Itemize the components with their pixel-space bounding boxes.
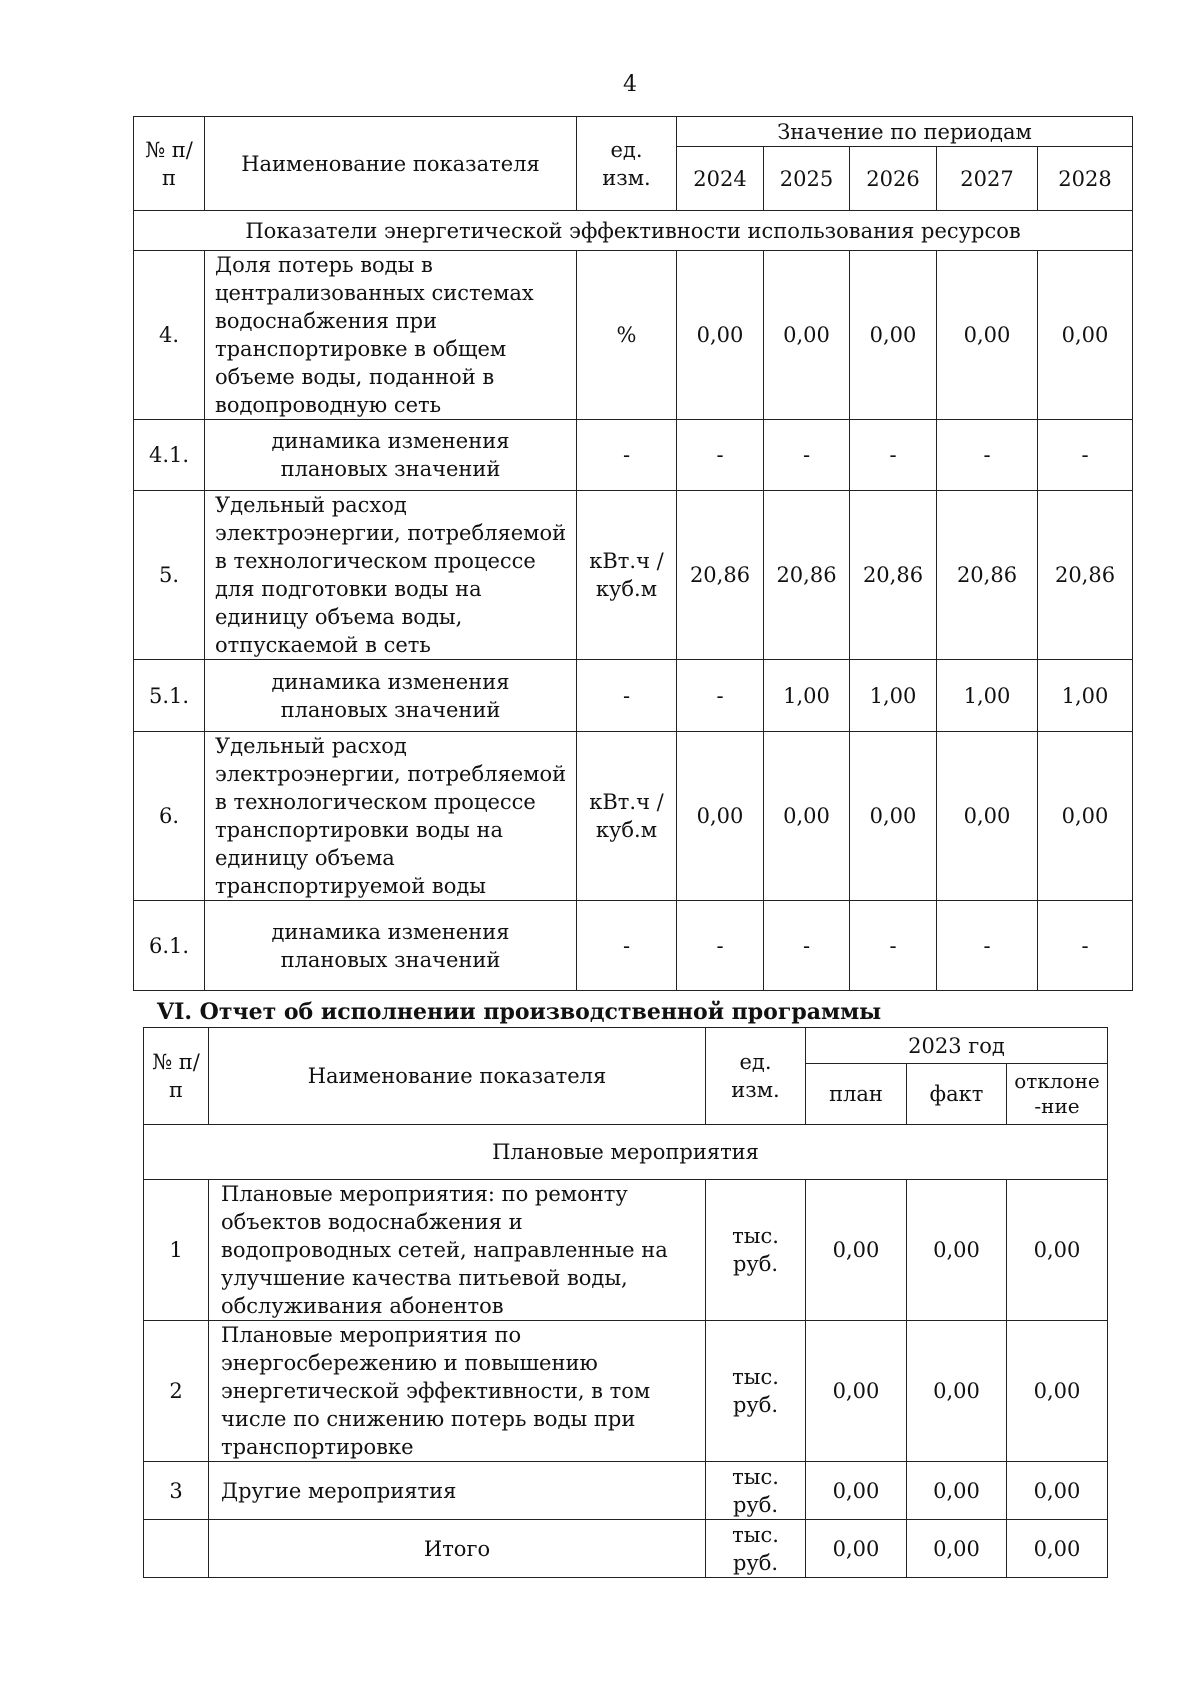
total-unit: тыс. руб. [706, 1520, 806, 1578]
row-num: 6. [134, 732, 205, 901]
row-num: 5. [134, 491, 205, 660]
row-value: 20,86 [850, 491, 937, 660]
header-year: 2023 год [806, 1028, 1108, 1064]
row-value: 0,00 [937, 251, 1038, 420]
total-deviation: 0,00 [1007, 1520, 1108, 1578]
table-row [144, 1180, 1108, 1321]
row-value: 0,00 [677, 732, 764, 901]
section-title: Показатели энергетической эффективности использования ресурсов [134, 211, 1133, 251]
row-value: 0,00 [850, 732, 937, 901]
row-unit: % [577, 251, 677, 420]
row-fact: 0,00 [907, 1321, 1007, 1462]
row-fact: 0,00 [907, 1462, 1007, 1520]
row-plan: 0,00 [806, 1321, 907, 1462]
total-name: Итого [209, 1520, 706, 1578]
report-header-row [144, 1028, 1108, 1064]
row-value: 20,86 [677, 491, 764, 660]
indicators-section-row [134, 211, 1133, 251]
header-year: 2026 [850, 147, 937, 211]
table-row [134, 251, 1133, 420]
row-name: динамика изменения плановых значений [205, 660, 577, 732]
row-value: 1,00 [850, 660, 937, 732]
row-value: 1,00 [1038, 660, 1133, 732]
report-table [143, 1027, 1108, 1578]
row-unit: кВт.ч / куб.м [577, 732, 677, 901]
row-plan: 0,00 [806, 1180, 907, 1321]
row-value: - [850, 420, 937, 491]
row-name: Плановые мероприятия: по ремонту объектов водоснабжения и водопроводных сетей, направленные на улучшение качества питьевой воды, обслуживания абонентов [209, 1180, 706, 1321]
row-value: 0,00 [1038, 732, 1133, 901]
row-num: 5.1. [134, 660, 205, 732]
row-unit: тыс. руб. [706, 1462, 806, 1520]
row-value: 20,86 [1038, 491, 1133, 660]
report-section-title: VI. Отчет об исполнении производственной программы [157, 999, 882, 1025]
row-name: Доля потерь воды в централизованных системах водоснабжения при транспортировке в общем объеме воды, поданной в водопроводную сеть [205, 251, 577, 420]
report-section-row [144, 1125, 1108, 1180]
header-year: 2025 [764, 147, 850, 211]
table-row [134, 901, 1133, 991]
row-num: 4.1. [134, 420, 205, 491]
header-unit: ед. изм. [577, 117, 677, 211]
row-value: - [677, 901, 764, 991]
row-value: 1,00 [764, 660, 850, 732]
header-year: 2024 [677, 147, 764, 211]
table-row [134, 732, 1133, 901]
row-value: 0,00 [1038, 251, 1133, 420]
header-fact: факт [907, 1064, 1007, 1125]
row-name: Удельный расход электроэнергии, потребляемой в технологическом процессе транспортировки воды на единицу объема транспортируемой воды [205, 732, 577, 901]
row-deviation: 0,00 [1007, 1180, 1108, 1321]
row-plan: 0,00 [806, 1462, 907, 1520]
row-value: 0,00 [764, 251, 850, 420]
row-unit: - [577, 420, 677, 491]
table-row [134, 420, 1133, 491]
header-num: № п/п [134, 117, 205, 211]
row-unit: тыс. руб. [706, 1180, 806, 1321]
total-fact: 0,00 [907, 1520, 1007, 1578]
row-value: 0,00 [677, 251, 764, 420]
row-deviation: 0,00 [1007, 1462, 1108, 1520]
row-unit: тыс. руб. [706, 1321, 806, 1462]
header-year: 2027 [937, 147, 1038, 211]
header-year: 2028 [1038, 147, 1133, 211]
row-value: - [677, 420, 764, 491]
row-unit: кВт.ч / куб.м [577, 491, 677, 660]
row-num: 4. [134, 251, 205, 420]
row-num: 1 [144, 1180, 209, 1321]
row-name: динамика изменения плановых значений [205, 420, 577, 491]
table-row [134, 491, 1133, 660]
row-name: Плановые мероприятия по энергосбережению и повышению энергетической эффективности, в том числе по снижению потерь воды при транспортировке [209, 1321, 706, 1462]
row-value: 0,00 [850, 251, 937, 420]
row-value: 0,00 [937, 732, 1038, 901]
row-value: - [937, 420, 1038, 491]
row-value: 20,86 [937, 491, 1038, 660]
row-value: - [1038, 901, 1133, 991]
row-value: 1,00 [937, 660, 1038, 732]
total-num [144, 1520, 209, 1578]
row-value: - [764, 901, 850, 991]
header-num: № п/п [144, 1028, 209, 1125]
row-value: - [764, 420, 850, 491]
row-value: 20,86 [764, 491, 850, 660]
row-deviation: 0,00 [1007, 1321, 1108, 1462]
total-row [144, 1520, 1108, 1578]
header-plan: план [806, 1064, 907, 1125]
row-num: 3 [144, 1462, 209, 1520]
header-deviation: отклоне -ние [1007, 1064, 1108, 1125]
row-name: Другие мероприятия [209, 1462, 706, 1520]
row-value: - [1038, 420, 1133, 491]
row-fact: 0,00 [907, 1180, 1007, 1321]
total-plan: 0,00 [806, 1520, 907, 1578]
table-row [144, 1462, 1108, 1520]
header-name: Наименование показателя [205, 117, 577, 211]
row-value: - [850, 901, 937, 991]
table-row [144, 1321, 1108, 1462]
row-name: динамика изменения плановых значений [205, 901, 577, 991]
row-value: - [677, 660, 764, 732]
row-unit: - [577, 660, 677, 732]
row-value: - [937, 901, 1038, 991]
header-name: Наименование показателя [209, 1028, 706, 1125]
section-title: Плановые мероприятия [144, 1125, 1108, 1180]
header-periods: Значение по периодам [677, 117, 1133, 147]
row-num: 2 [144, 1321, 209, 1462]
row-unit: - [577, 901, 677, 991]
row-value: 0,00 [764, 732, 850, 901]
row-name: Удельный расход электроэнергии, потребляемой в технологическом процессе для подготовки воды на единицу объема воды, отпускаемой в сеть [205, 491, 577, 660]
row-num: 6.1. [134, 901, 205, 991]
page-number: 4 [623, 72, 637, 97]
indicators-header-row [134, 117, 1133, 147]
table-row [134, 660, 1133, 732]
header-unit: ед. изм. [706, 1028, 806, 1125]
indicators-table [133, 116, 1133, 991]
